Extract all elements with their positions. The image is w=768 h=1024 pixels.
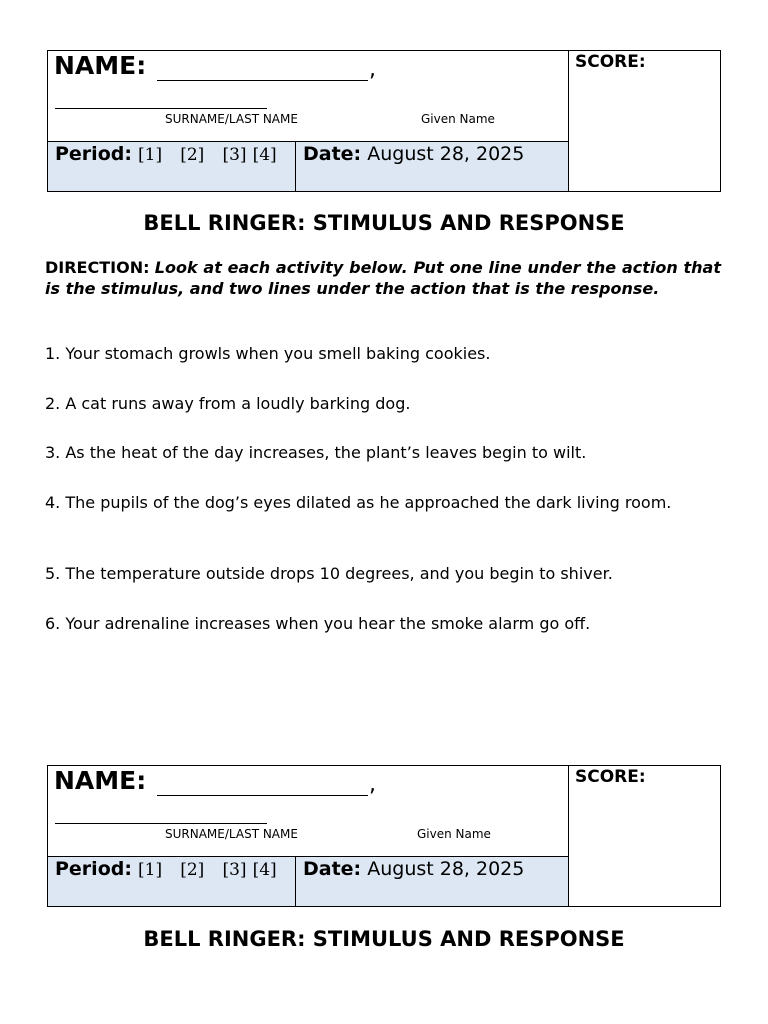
score-label: SCORE: <box>575 767 646 787</box>
period-option-2[interactable]: [2] <box>180 145 205 165</box>
name-comma: , <box>369 772 376 797</box>
activity-item: 2. A cat runs away from a loudly barking dog. <box>45 394 411 413</box>
given-name-label: Given Name <box>421 112 495 126</box>
direction-text: Look at each activity below. Put one line under the action that is the stimulus, and two lines under the action that is the response. <box>45 258 722 298</box>
score-cell <box>569 766 720 906</box>
surname-blank-line[interactable] <box>55 823 267 824</box>
surname-label: SURNAME/LAST NAME <box>165 112 298 126</box>
period-text <box>55 858 285 882</box>
period-option-3[interactable]: [3] <box>222 860 247 880</box>
period-label: Period: <box>55 143 132 165</box>
activity-item: 6. Your adrenaline increases when you hear the smoke alarm go off. <box>45 614 591 633</box>
date-value: August 28, 2025 <box>367 858 525 880</box>
period-option-1[interactable]: [1] <box>138 860 163 880</box>
date-label: Date: <box>303 143 362 165</box>
activity-item: 5. The temperature outside drops 10 degrees, and you begin to shiver. <box>45 564 613 583</box>
date-cell <box>296 857 569 906</box>
date-text <box>303 143 524 166</box>
date-value: August 28, 2025 <box>367 143 525 165</box>
name-cell <box>48 766 569 857</box>
surname-label: SURNAME/LAST NAME <box>165 827 298 841</box>
activity-item: 3. As the heat of the day increases, the plant’s leaves begin to wilt. <box>45 443 587 462</box>
surname-blank-line[interactable] <box>55 108 267 109</box>
period-cell <box>48 857 296 906</box>
activity-item: 1. Your stomach growls when you smell baking cookies. <box>45 344 491 363</box>
worksheet-title: BELL RINGER: STIMULUS AND RESPONSE <box>143 927 625 951</box>
student-info-header <box>47 50 721 192</box>
student-info-header <box>47 765 721 907</box>
name-cell <box>48 51 569 142</box>
direction-label: DIRECTION: <box>45 258 150 277</box>
period-label: Period: <box>55 858 132 880</box>
name-blank-line[interactable] <box>157 795 368 796</box>
name-label: NAME: <box>54 766 147 795</box>
worksheet-title: BELL RINGER: STIMULUS AND RESPONSE <box>143 211 625 235</box>
period-option-2[interactable]: [2] <box>180 860 205 880</box>
period-text <box>55 143 285 167</box>
name-label: NAME: <box>54 51 147 80</box>
date-text <box>303 858 524 881</box>
period-option-4[interactable]: [4] <box>252 860 277 880</box>
directions <box>45 257 721 299</box>
period-option-4[interactable]: [4] <box>252 145 277 165</box>
period-cell <box>48 142 296 191</box>
name-blank-line[interactable] <box>157 80 368 81</box>
activity-item: 4. The pupils of the dog’s eyes dilated as he approached the dark living room. <box>45 493 672 512</box>
period-option-3[interactable]: [3] <box>222 145 247 165</box>
given-name-label: Given Name <box>417 827 491 841</box>
score-cell <box>569 51 720 191</box>
date-label: Date: <box>303 858 362 880</box>
period-option-1[interactable]: [1] <box>138 145 163 165</box>
date-cell <box>296 142 569 191</box>
score-label: SCORE: <box>575 52 646 72</box>
name-comma: , <box>369 57 376 82</box>
